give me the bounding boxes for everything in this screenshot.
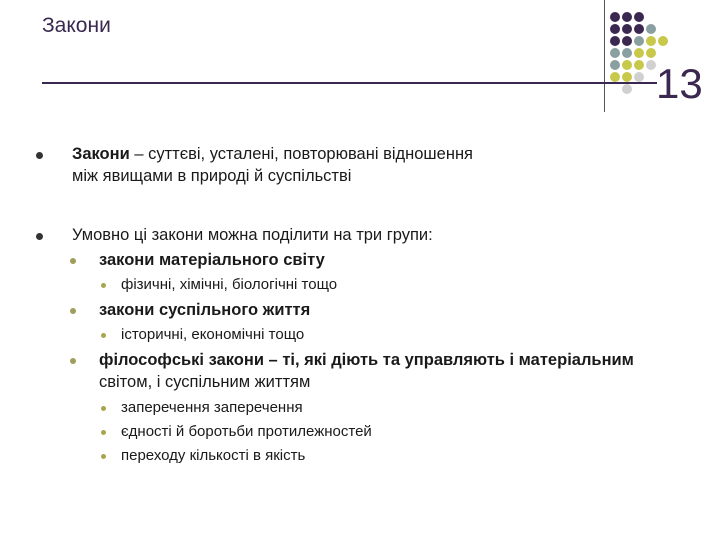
- group-social-life: закони суспільного життя: [99, 301, 311, 319]
- sub-sub-bullet-dot: [101, 333, 106, 338]
- bullet-text-groups: Умовно ці закони можна поділити на три групи:: [72, 226, 433, 244]
- sub-sub-bullet-dot: [101, 283, 106, 288]
- group-philosophical: [99, 350, 634, 371]
- sub-bullet-dot: [70, 258, 76, 264]
- slide-number: 13: [656, 60, 703, 107]
- definition-text: – суттєві, усталені, повторювані відношення: [129, 145, 473, 163]
- decorative-dot-grid: [610, 8, 670, 98]
- bullet-text-laws-line2: між явищами в природі й суспільстві: [72, 167, 352, 185]
- group-material-examples: фізичні, хімічні, біологічні тощо: [121, 276, 338, 293]
- bullet-dot: [36, 152, 43, 159]
- law-negation: заперечення заперечення: [121, 399, 303, 416]
- law-quantity-quality: переходу кількості в якість: [121, 447, 306, 464]
- group-philosophical-line1: філософські закони – ті, які діють та управляють і матеріальним: [99, 351, 634, 369]
- slide-title: Закони: [42, 14, 111, 37]
- sub-bullet-dot: [70, 358, 76, 364]
- bullet-text-laws: [72, 144, 473, 165]
- horizontal-divider: [42, 82, 657, 84]
- vertical-divider: [604, 0, 605, 112]
- bold-term: Закони: [72, 145, 130, 163]
- law-unity-opposites: єдності й боротьби протилежностей: [121, 423, 372, 440]
- group-material-world: закони матеріального світу: [99, 251, 325, 269]
- group-social-examples: історичні, економічні тощо: [121, 326, 305, 343]
- group-philosophical-line2: світом, і суспільним життям: [99, 373, 311, 391]
- sub-bullet-dot: [70, 308, 76, 314]
- sub-sub-bullet-dot: [101, 430, 106, 435]
- sub-sub-bullet-dot: [101, 406, 106, 411]
- sub-sub-bullet-dot: [101, 454, 106, 459]
- bullet-dot: [36, 233, 43, 240]
